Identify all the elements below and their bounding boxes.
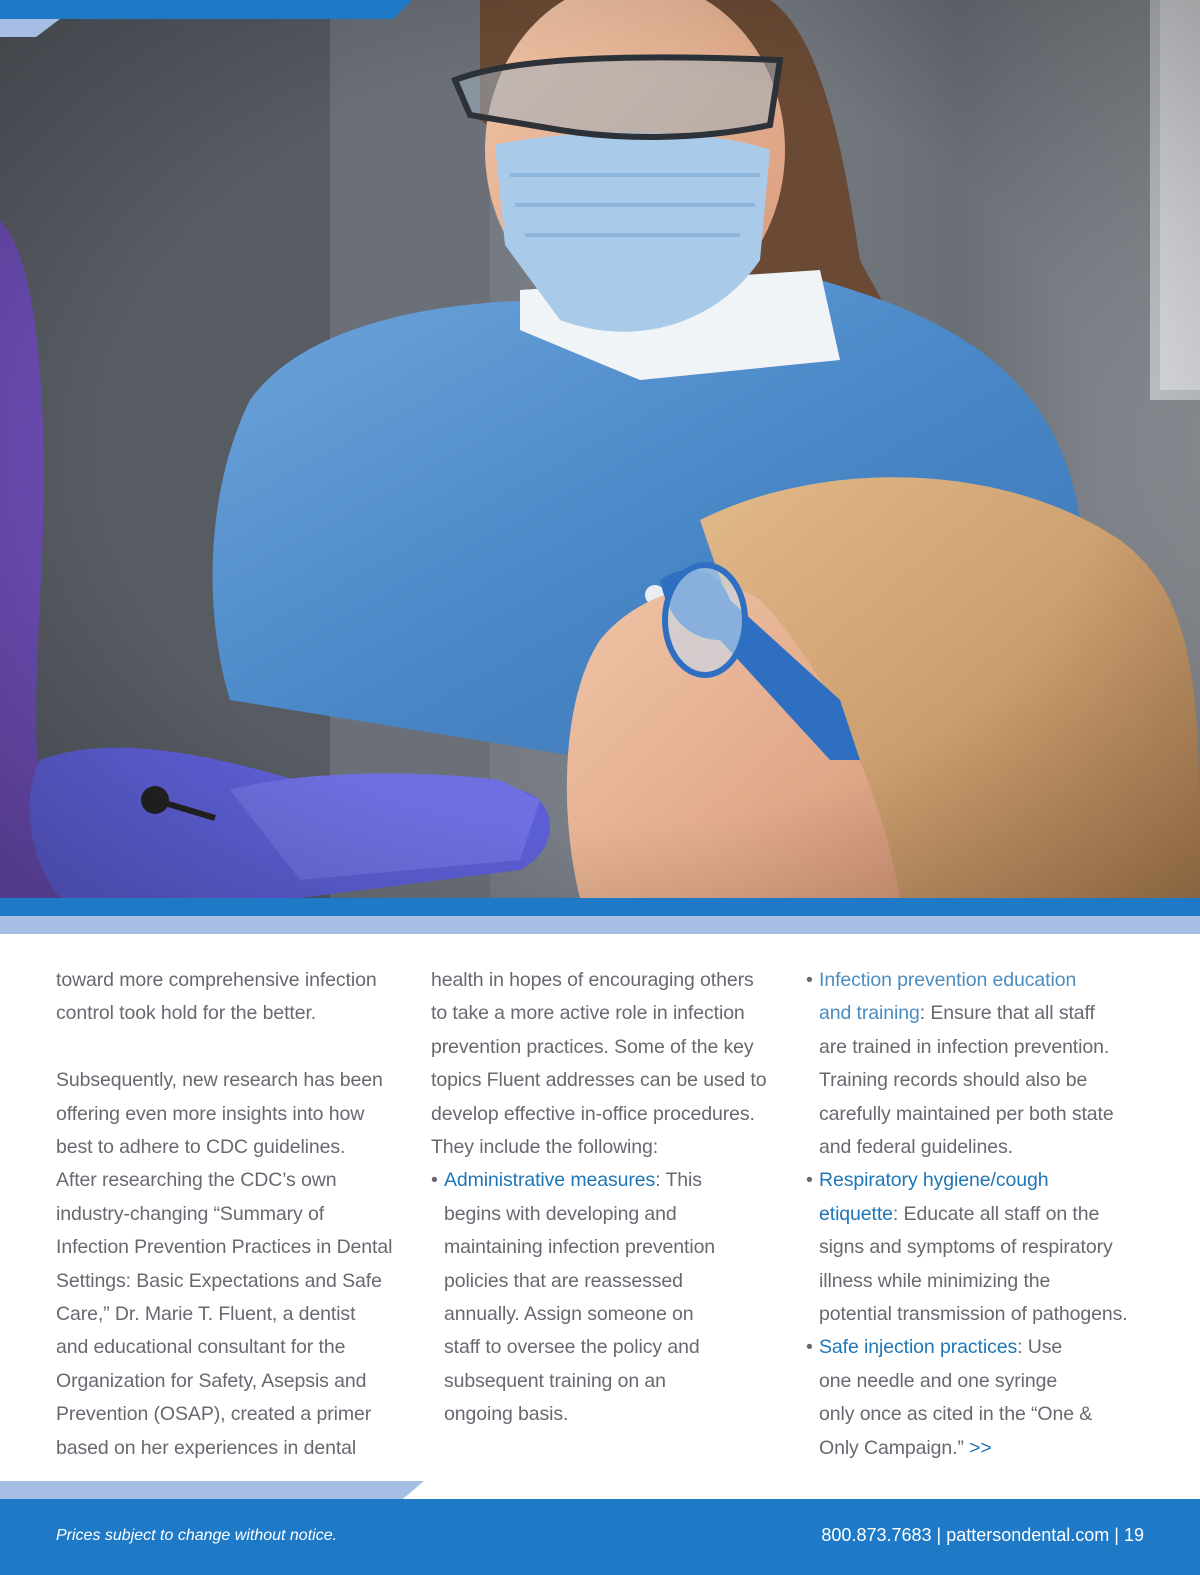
bullet-icon: • [431,1169,438,1192]
body-line: Organization for Safety, Asepsis and [56,1369,367,1392]
body-line: signs and symptoms of respiratory [819,1236,1113,1259]
body-line: annually. Assign someone on [444,1303,694,1326]
body-line: After researching the CDC’s own [56,1169,337,1192]
topic-link-respiratory-line1[interactable]: Respiratory hygiene/cough [819,1169,1049,1192]
body-line: industry-changing “Summary of [56,1202,325,1225]
body-line: subsequent training on an [444,1369,666,1392]
body-line: illness while minimizing the [819,1269,1051,1292]
footer-contact-page-number: 800.873.7683 | pattersondental.com | 19 [821,1525,1144,1545]
body-line: and educational consultant for the [56,1336,346,1359]
body-text: : Use [1017,1336,1063,1359]
body-line: develop effective in-office procedures. [431,1102,755,1125]
body-line: only once as cited in the “One & [819,1403,1093,1426]
body-line: offering even more insights into how [56,1102,365,1125]
body-text: : Educate all staff on the [892,1202,1100,1225]
body-line: to take a more active role in infection [431,1002,745,1025]
topic-link-education-line1[interactable]: Infection prevention education [819,969,1077,991]
body-line: Settings: Basic Expectations and Safe [56,1269,382,1292]
bullet-administrative-measures [431,1164,776,1431]
body-line: toward more comprehensive infection [56,969,377,991]
corner-accent-dark [0,0,412,19]
divider-band-light [0,916,1200,934]
body-line: topics Fluent addresses can be used to [431,1069,767,1092]
topic-link-education-line2[interactable]: and training [819,1002,920,1025]
topic-link-administrative-measures[interactable]: Administrative measures [444,1169,656,1192]
body-line: Infection Prevention Practices in Dental [56,1236,393,1259]
topic-link-respiratory-line2[interactable]: etiquette [819,1202,893,1225]
body-line: based on her experiences in dental [56,1436,357,1459]
body-line: policies that are reassessed [444,1269,683,1292]
page-footer [0,1499,1200,1575]
body-text: : Ensure that all staff [919,1002,1095,1025]
body-line: Subsequently, new research has been [56,1069,383,1092]
article-column-3 [806,964,1151,1465]
continue-arrow-link[interactable]: >> [969,1436,992,1459]
bullet-safe-injection-practices [806,1331,1151,1465]
body-line: best to adhere to CDC guidelines. [56,1136,346,1159]
body-line: Prevention (OSAP), created a primer [56,1403,372,1426]
body-line: Training records should also be [819,1069,1088,1092]
body-line: health in hopes of encouraging others [431,969,754,991]
body-line: carefully maintained per both state [819,1102,1114,1125]
bullet-infection-prevention-education [806,964,1151,1164]
body-text: : This [655,1169,702,1192]
bullet-icon: • [806,1336,813,1359]
footer-accent-light [0,1481,424,1499]
body-line: ongoing basis. [444,1403,569,1426]
divider-band-dark [0,898,1200,916]
body-line: prevention practices. Some of the key [431,1035,754,1058]
body-text: Only Campaign.” [819,1436,970,1459]
body-line: They include the following: [431,1136,659,1159]
bullet-icon: • [806,1169,813,1192]
body-line: and federal guidelines. [819,1136,1013,1159]
body-line: begins with developing and [444,1202,677,1225]
body-line: Care,” Dr. Marie T. Fluent, a dentist [56,1303,356,1326]
body-line: are trained in infection prevention. [819,1035,1110,1058]
body-line: staff to oversee the policy and [444,1336,700,1359]
body-line: maintaining infection prevention [444,1236,716,1259]
body-line: one needle and one syringe [819,1369,1058,1392]
bullet-icon: • [806,969,813,991]
article-column-2 [431,964,776,1432]
topic-link-safe-injection[interactable]: Safe injection practices [819,1336,1018,1359]
price-disclaimer: Prices subject to change without notice. [56,1527,338,1544]
body-line: potential transmission of pathogens. [819,1303,1128,1326]
body-line: control took hold for the better. [56,1002,317,1025]
bullet-respiratory-hygiene [806,1164,1151,1331]
article-column-1 [56,964,396,1465]
